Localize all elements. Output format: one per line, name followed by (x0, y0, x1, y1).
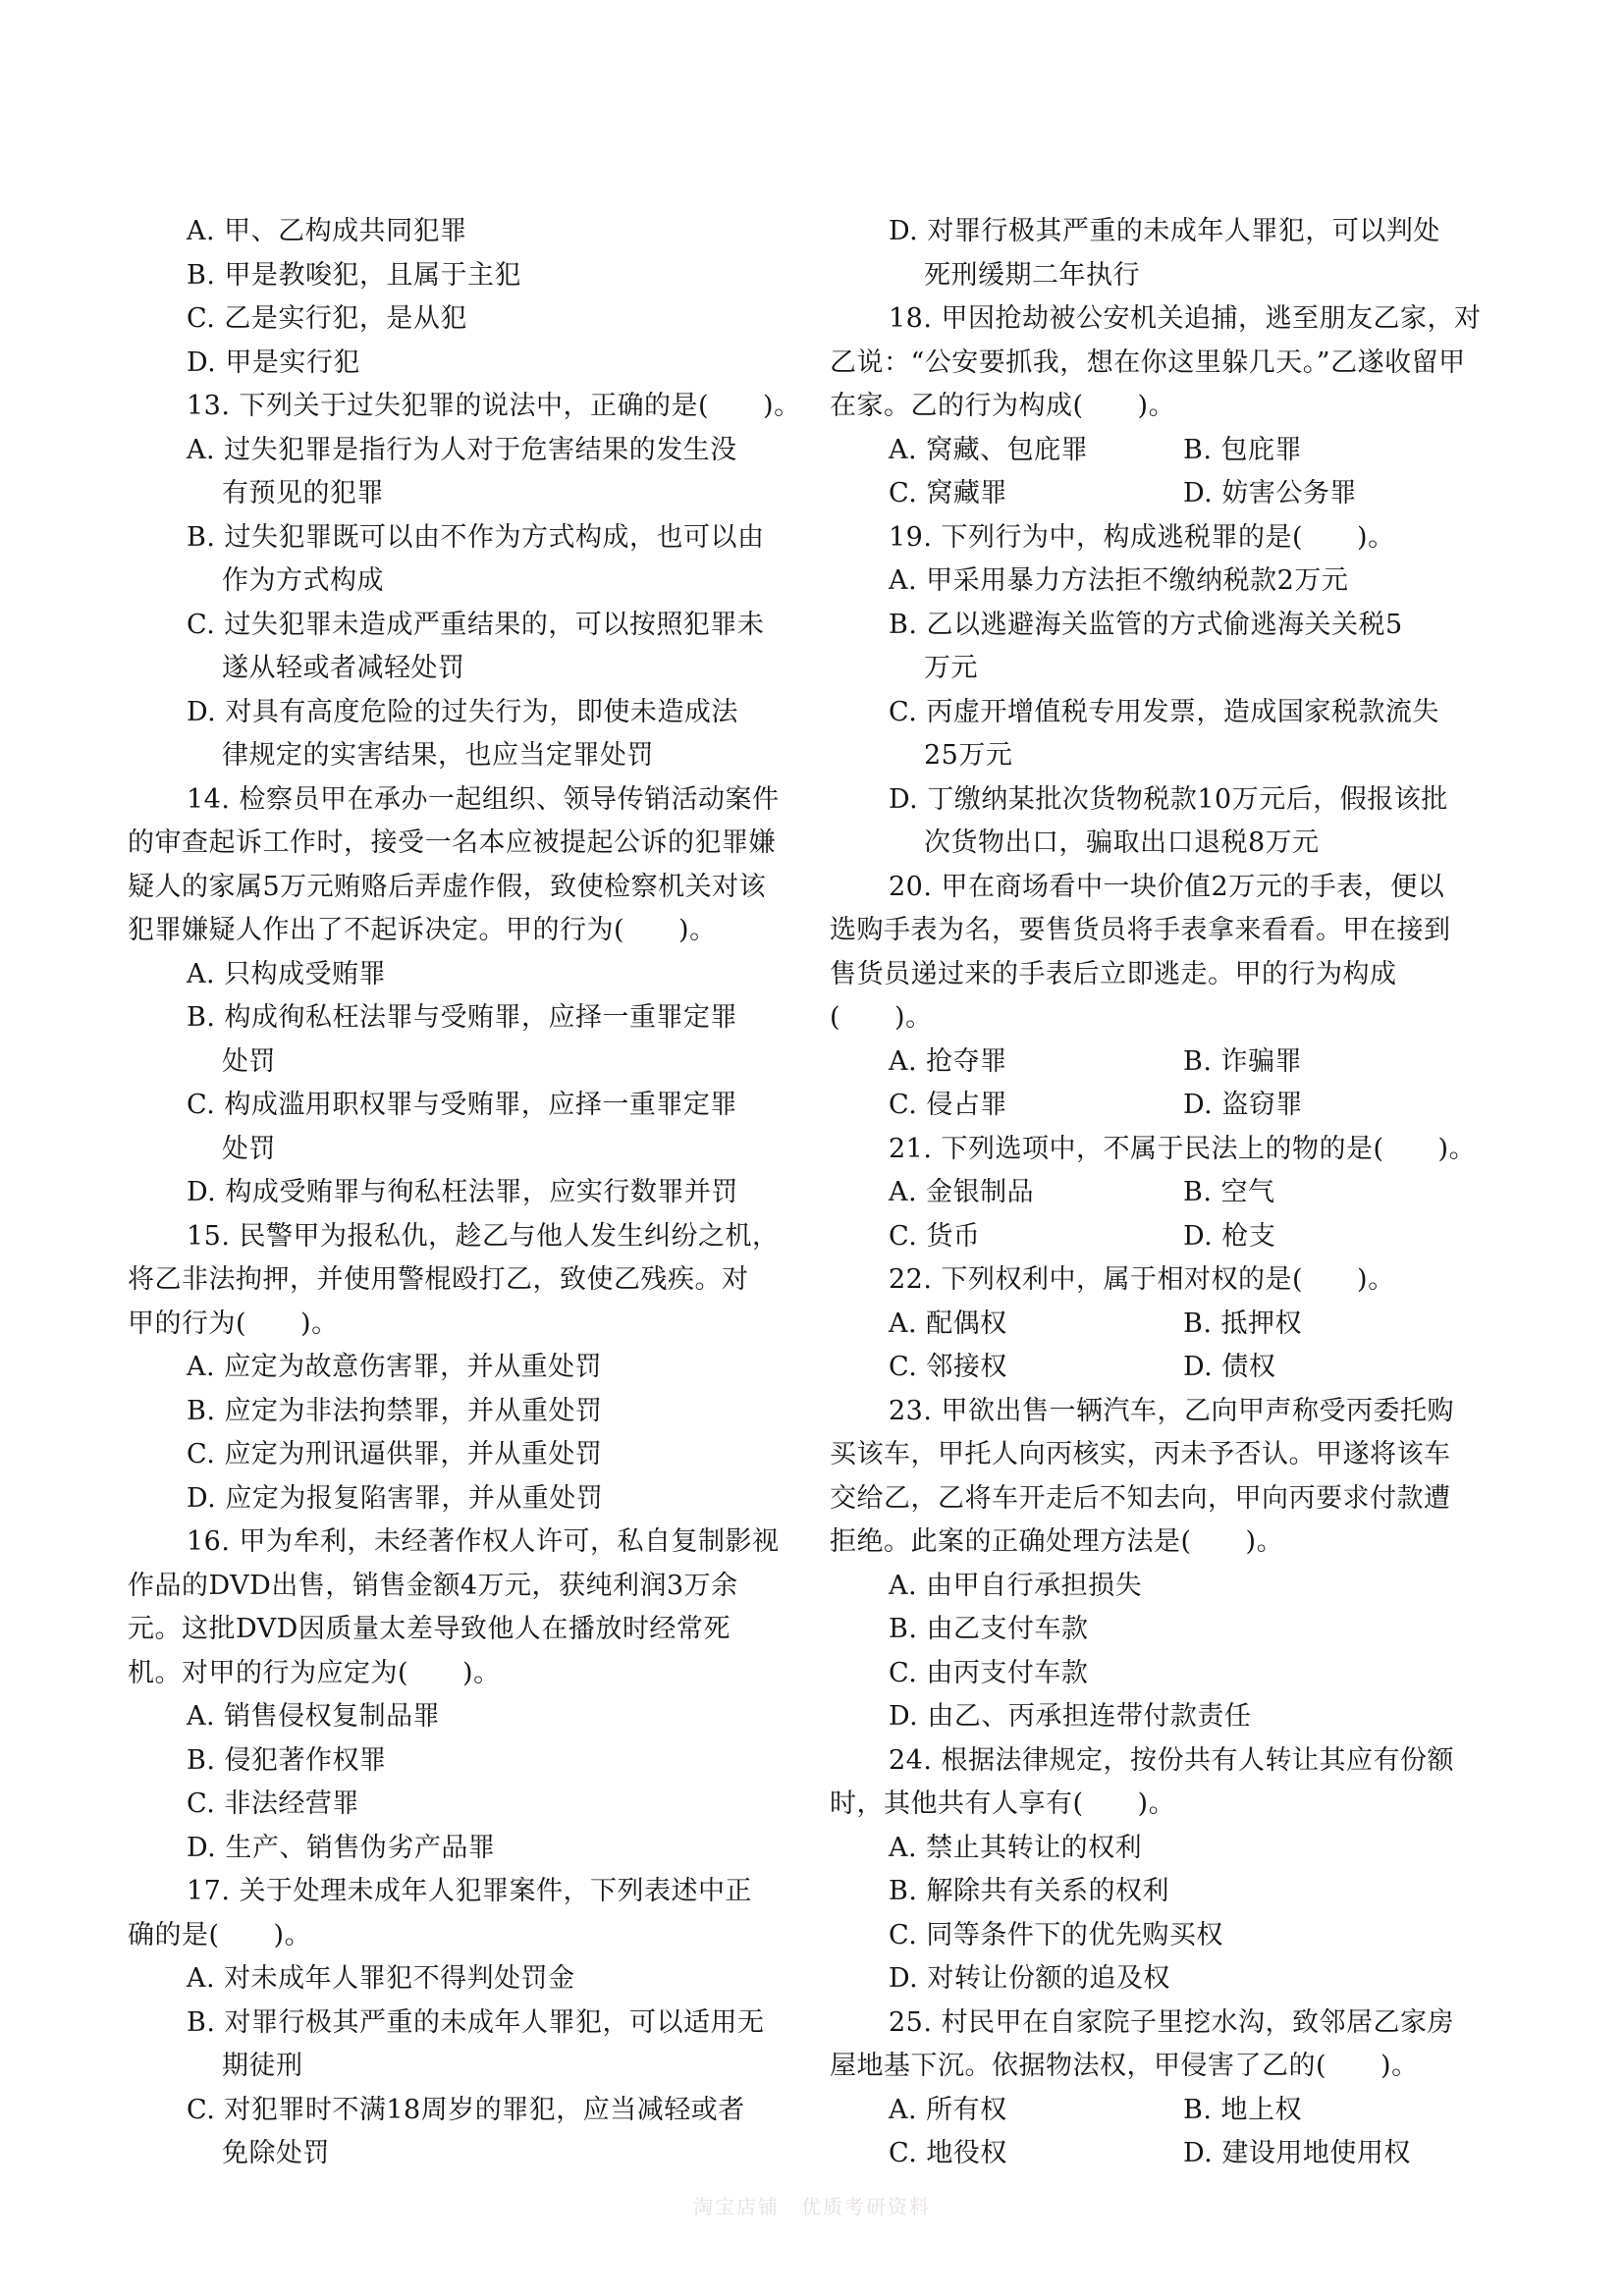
option-text: D. 甲是实行犯 (187, 347, 360, 378)
option-text: A. 窝藏、包庇罪 (889, 434, 1089, 465)
option-text: D. 丁缴纳某批次货物税款10万元后，假报该批 (889, 783, 1448, 815)
option-text: D. 构成受贿罪与徇私枉法罪，应实行数罪并罚 (187, 1177, 738, 1207)
option-text: D. 盗窃罪 (1183, 1090, 1303, 1120)
option-continuation: 作为方式构成 (222, 565, 384, 596)
option-text: C. 过失犯罪未造成严重结果的，可以按照犯罪未 (187, 609, 765, 640)
option-text: B. 甲是教唆犯，且属于主犯 (187, 259, 522, 291)
question-stem: 18. 甲因抢劫被公安机关追捕，逃至朋友乙家，对 (889, 303, 1482, 334)
option-continuation: 免除处罚 (222, 2138, 330, 2168)
option-pair-row (830, 1346, 1440, 1390)
option-text: C. 同等条件下的优先购买权 (889, 1919, 1223, 1950)
question-stem-line: 作品的DVD出售，销售金额4万元，获纯利润3万余 (128, 1570, 738, 1601)
question-stem: 21. 下列选项中，不属于民法上的物的是( )。 (889, 1133, 1477, 1164)
question-stem-line: 甲的行为( )。 (128, 1308, 339, 1339)
question-stem-line: 拒绝。此案的正确处理方法是( )。 (830, 1526, 1284, 1557)
page-watermark: 淘宝店铺 优质考研资料 (693, 2195, 931, 2218)
option-text: B. 乙以逃避海关监管的方式偷逃海关关税5 (889, 609, 1403, 640)
option-text: C. 乙是实行犯，是从犯 (187, 303, 467, 334)
left-column (128, 210, 801, 2176)
option-text: C. 丙虚开增值税专用发票，造成国家税款流失 (889, 696, 1439, 727)
option-continuation: 遂从轻或者减轻处罚 (222, 653, 465, 683)
option-continuation: 律规定的实害结果，也应当定罪处罚 (222, 740, 654, 771)
option-text: C. 非法经营罪 (187, 1789, 359, 1819)
question-stem-line: 疑人的家属5万元贿赂后弄虚作假，致使检察机关对该 (128, 871, 767, 902)
question-stem-line: 元。这批DVD因质量太差导致他人在播放时经常死 (128, 1614, 731, 1644)
question-stem: 20. 甲在商场看中一块价值2万元的手表，便以 (889, 871, 1445, 902)
option-text: B. 解除共有关系的权利 (889, 1876, 1170, 1906)
question-stem-line: 犯罪嫌疑人作出了不起诉决定。甲的行为( )。 (128, 915, 717, 945)
question-stem: 14. 检察员甲在承办一起组织、领导传销活动案件 (187, 783, 780, 815)
option-text: C. 邻接权 (889, 1352, 1007, 1382)
option-text: D. 对具有高度危险的过失行为，即使未造成法 (187, 696, 738, 727)
option-text: B. 侵犯著作权罪 (187, 1744, 387, 1776)
option-text: B. 包庇罪 (1183, 434, 1303, 465)
option-text: D. 枪支 (1183, 1220, 1276, 1252)
option-continuation: 期徒刑 (222, 2051, 303, 2081)
option-text: B. 构成徇私枉法罪与受贿罪，应择一重罪定罪 (187, 1002, 738, 1033)
option-continuation: 次货物出口，骗取出口退税8万元 (924, 828, 1320, 858)
question-stem: 19. 下列行为中，构成逃税罪的是( )。 (889, 521, 1395, 553)
option-text: A. 对未成年人罪犯不得判处罚金 (187, 1963, 575, 1994)
option-text: B. 由乙支付车款 (889, 1614, 1089, 1644)
question-stem: 17. 关于处理未成年人犯罪案件，下列表述中正 (187, 1876, 753, 1906)
question-stem: 15. 民警甲为报私仇，趁乙与他人发生纠纷之机， (187, 1220, 780, 1252)
option-pair-row (830, 429, 1440, 473)
option-text: B. 诈骗罪 (1183, 1045, 1303, 1077)
option-continuation: 25万元 (924, 740, 1013, 771)
option-text: B. 过失犯罪既可以由不作为方式构成，也可以由 (187, 521, 765, 553)
question-stem-line: 屋地基下沉。依据物法权，甲侵害了乙的( )。 (830, 2051, 1419, 2081)
option-text: A. 应定为故意伤害罪，并从重处罚 (187, 1352, 603, 1382)
option-pair-row (830, 1171, 1440, 1215)
option-text: A. 配偶权 (889, 1308, 1007, 1339)
question-stem-line: 的审查起诉工作时，接受一名本应被提起公诉的犯罪嫌 (128, 828, 776, 858)
question-stem-line: 确的是( )。 (128, 1919, 312, 1950)
option-text: C. 货币 (889, 1220, 981, 1252)
option-text: A. 甲、乙构成共同犯罪 (187, 216, 467, 246)
option-text: A. 甲采用暴力方法拒不缴纳税款2万元 (889, 565, 1349, 596)
option-continuation: 万元 (924, 653, 978, 683)
option-text: A. 过失犯罪是指行为人对于危害结果的发生没 (187, 434, 737, 465)
option-text: A. 禁止其转让的权利 (889, 1832, 1143, 1863)
option-text: A. 抢夺罪 (889, 1045, 1007, 1077)
question-stem-line: ( )。 (830, 1002, 933, 1033)
option-text: C. 侵占罪 (889, 1090, 1007, 1120)
option-text: A. 只构成受贿罪 (187, 958, 387, 989)
question-stem-line: 将乙非法拘押，并使用警棍殴打乙，致使乙残疾。对 (128, 1264, 749, 1295)
option-text: A. 金银制品 (889, 1177, 1035, 1207)
option-text: A. 由甲自行承担损失 (889, 1570, 1143, 1601)
option-pair-row (830, 1215, 1440, 1259)
option-text: B. 抵押权 (1183, 1308, 1303, 1339)
option-continuation: 处罚 (222, 1133, 276, 1164)
option-text: B. 对罪行极其严重的未成年人罪犯，可以适用无 (187, 2006, 765, 2038)
option-text: D. 应定为报复陷害罪，并从重处罚 (187, 1482, 604, 1514)
option-text: D. 债权 (1183, 1352, 1276, 1382)
option-text: C. 由丙支付车款 (889, 1657, 1089, 1688)
option-continuation: 死刑缓期二年执行 (924, 259, 1140, 291)
option-pair-row (830, 472, 1440, 516)
option-text: D. 建设用地使用权 (1183, 2138, 1411, 2168)
question-stem-line: 乙说：“公安要抓我，想在你这里躲几天。”乙遂收留甲 (830, 347, 1466, 378)
option-text: C. 地役权 (889, 2138, 1007, 2168)
right-column (830, 210, 1482, 2176)
option-text: D. 妨害公务罪 (1183, 478, 1357, 508)
option-continuation: 有预见的犯罪 (222, 478, 384, 508)
option-text: D. 对罪行极其严重的未成年人罪犯，可以判处 (889, 216, 1440, 246)
question-stem: 24. 根据法律规定，按份共有人转让其应有份额 (889, 1744, 1455, 1776)
option-continuation: 处罚 (222, 1045, 276, 1077)
question-stem-line: 交给乙，乙将车开走后不知去向，甲向丙要求付款遭 (830, 1482, 1451, 1514)
question-stem-line: 在家。乙的行为构成( )。 (830, 391, 1176, 421)
option-text: D. 由乙、丙承担连带付款责任 (889, 1701, 1252, 1732)
question-stem-line: 机。对甲的行为应定为( )。 (128, 1657, 501, 1688)
option-pair-row (830, 1084, 1440, 1128)
question-stem: 16. 甲为牟利，未经著作权人许可，私自复制影视 (187, 1526, 780, 1557)
option-text: A. 所有权 (889, 2094, 1007, 2125)
option-pair-row (830, 2089, 1440, 2133)
question-stem: 25. 村民甲在自家院子里挖水沟，致邻居乙家房 (889, 2006, 1455, 2038)
option-text: D. 生产、销售伪劣产品罪 (187, 1832, 496, 1863)
option-text: B. 地上权 (1183, 2094, 1303, 2125)
option-text: C. 对犯罪时不满18周岁的罪犯，应当减轻或者 (187, 2094, 745, 2125)
question-stem-line: 选购手表为名，要售货员将手表拿来看看。甲在接到 (830, 915, 1451, 945)
question-stem-line: 买该车，甲托人向丙核实，丙未予否认。甲遂将该车 (830, 1439, 1451, 1469)
question-stem-line: 时，其他共有人享有( )。 (830, 1789, 1176, 1819)
question-stem: 23. 甲欲出售一辆汽车，乙向甲声称受丙委托购 (889, 1395, 1455, 1426)
question-stem: 22. 下列权利中，属于相对权的是( )。 (889, 1264, 1395, 1295)
option-text: D. 对转让份额的追及权 (889, 1963, 1170, 1994)
option-text: B. 应定为非法拘禁罪，并从重处罚 (187, 1395, 603, 1426)
option-pair-row (830, 2132, 1440, 2176)
option-text: A. 销售侵权复制品罪 (187, 1701, 441, 1732)
option-text: C. 应定为刑讯逼供罪，并从重处罚 (187, 1439, 603, 1469)
option-pair-row (830, 1303, 1440, 1347)
option-text: C. 窝藏罪 (889, 478, 1007, 508)
option-text: B. 空气 (1183, 1177, 1275, 1207)
option-pair-row (830, 1041, 1440, 1085)
question-stem: 13. 下列关于过失犯罪的说法中，正确的是( )。 (187, 391, 801, 421)
option-text: C. 构成滥用职权罪与受贿罪，应择一重罪定罪 (187, 1090, 737, 1120)
question-stem-line: 售货员递过来的手表后立即逃走。甲的行为构成 (830, 958, 1397, 989)
